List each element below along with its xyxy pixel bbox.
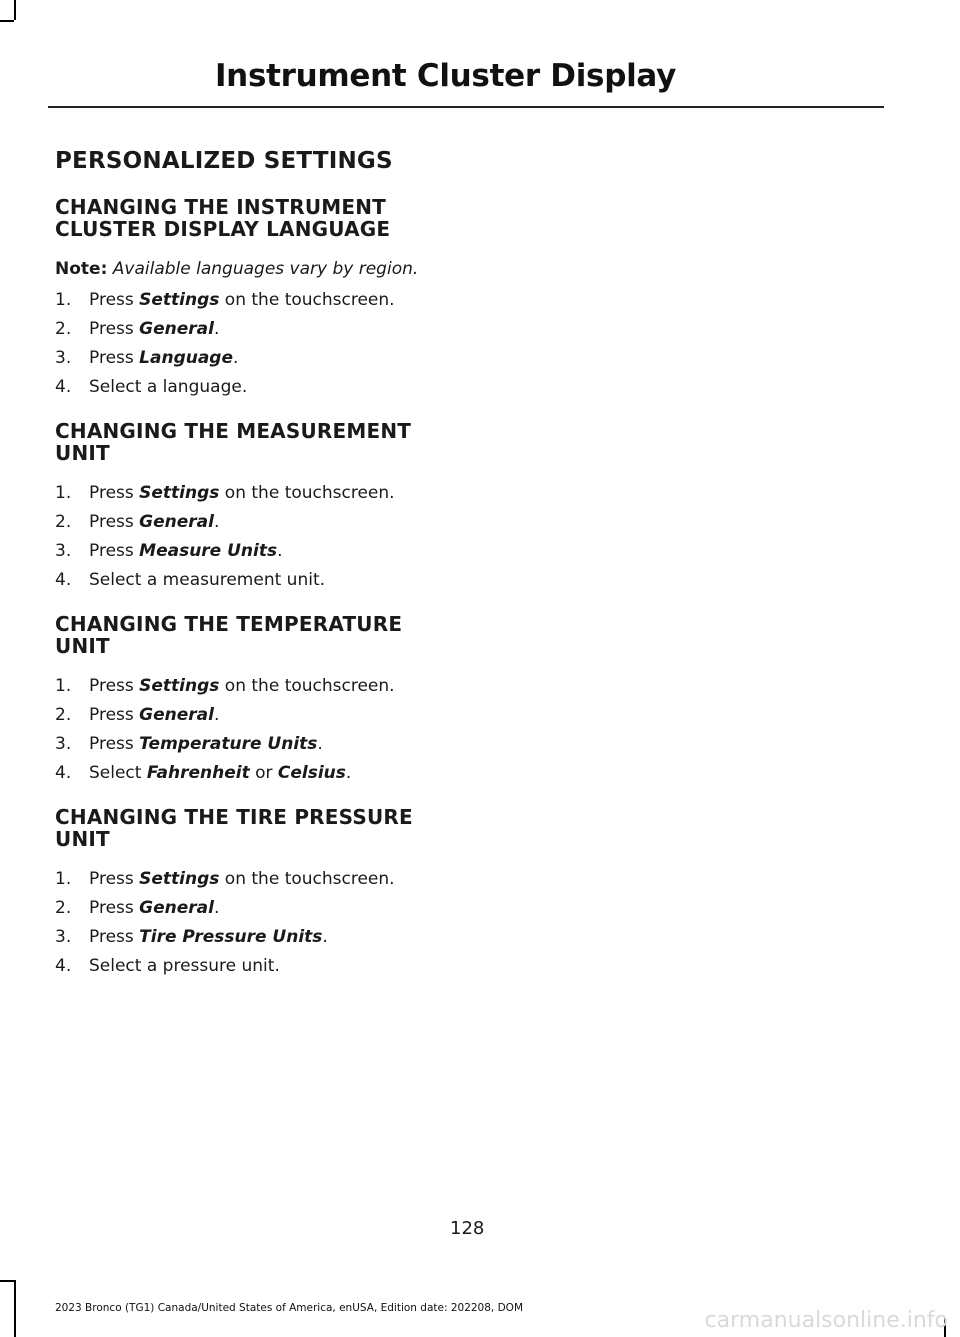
step-text: Select <box>89 763 147 783</box>
page-content <box>55 148 475 999</box>
step-keyword: General <box>139 898 214 918</box>
step-text: Press <box>89 898 140 918</box>
step-number: 1. <box>55 483 72 503</box>
step-text: . <box>322 927 328 947</box>
step-text: on the touchscreen. <box>219 290 395 310</box>
step-text: Select a measurement unit. <box>89 570 326 590</box>
crop-mark-top-left <box>0 20 14 22</box>
crop-mark-bottom-left <box>14 1280 16 1337</box>
list-item <box>55 955 475 977</box>
list-item <box>55 347 475 369</box>
step-text: Select a pressure unit. <box>89 956 280 976</box>
step-number: 3. <box>55 541 72 561</box>
watermark: carmanualsonline.info <box>704 1308 948 1333</box>
step-keyword: Celsius <box>277 763 346 783</box>
step-text: Press <box>89 869 140 889</box>
step-text: Press <box>89 512 140 532</box>
step-text: Select a language. <box>89 377 248 397</box>
list-item <box>55 704 475 726</box>
note-text: Available languages vary by region. <box>112 259 419 279</box>
subsection-heading-tire-pressure <box>55 806 455 850</box>
step-number: 3. <box>55 927 72 947</box>
step-text: Press <box>89 927 140 947</box>
step-keyword: Settings <box>139 676 220 696</box>
step-keyword: General <box>139 319 214 339</box>
step-text: . <box>213 512 220 532</box>
step-keyword: General <box>139 512 214 532</box>
step-number: 3. <box>55 348 72 368</box>
step-keyword: Measure Units <box>139 541 278 561</box>
step-number: 4. <box>55 763 72 783</box>
step-keyword: Tire Pressure Units <box>139 927 323 947</box>
steps-list-measurement <box>55 482 475 591</box>
header-rule <box>48 106 884 108</box>
note <box>55 258 475 280</box>
step-text: or <box>249 763 278 783</box>
step-number: 1. <box>55 676 72 696</box>
step-text: Press <box>89 676 140 696</box>
list-item <box>55 318 475 340</box>
crop-mark-top-left <box>14 0 16 20</box>
step-number: 1. <box>55 290 72 310</box>
step-text: Press <box>89 734 140 754</box>
subsection-heading-measurement <box>55 420 455 464</box>
list-item <box>55 289 475 311</box>
page-number: 128 <box>450 1218 485 1239</box>
list-item <box>55 897 475 919</box>
steps-list-tire-pressure <box>55 868 475 977</box>
step-keyword: Settings <box>139 290 220 310</box>
steps-list-temperature <box>55 675 475 784</box>
step-text: Press <box>89 541 140 561</box>
subsection-heading-language <box>55 196 455 240</box>
heading-line: CHANGING THE TEMPERATURE <box>55 612 403 636</box>
list-item <box>55 569 475 591</box>
running-header: Instrument Cluster Display <box>214 58 676 94</box>
list-item <box>55 733 475 755</box>
edition-footer: 2023 Bronco (TG1) Canada/United States of America, enUSA, Edition date: 202208, DOM <box>55 1302 524 1314</box>
step-number: 2. <box>55 705 72 725</box>
step-number: 4. <box>55 377 72 397</box>
list-item <box>55 376 475 398</box>
step-text: . <box>345 763 352 783</box>
list-item <box>55 675 475 697</box>
step-text: . <box>233 348 239 368</box>
step-keyword: Language <box>139 348 234 368</box>
step-keyword: Settings <box>139 869 220 889</box>
list-item <box>55 511 475 533</box>
heading-line: UNIT <box>55 441 110 465</box>
step-text: Press <box>89 319 140 339</box>
steps-list-language <box>55 289 475 398</box>
heading-line: CHANGING THE TIRE PRESSURE <box>55 805 413 829</box>
step-text: on the touchscreen. <box>219 483 395 503</box>
step-number: 4. <box>55 956 72 976</box>
crop-mark-bottom-left <box>0 1280 16 1282</box>
step-text: Press <box>89 290 140 310</box>
heading-line: CLUSTER DISPLAY LANGUAGE <box>55 217 391 241</box>
heading-line: UNIT <box>55 634 110 658</box>
list-item <box>55 762 475 784</box>
step-number: 2. <box>55 898 72 918</box>
step-keyword: Settings <box>139 483 220 503</box>
step-text: on the touchscreen. <box>219 869 395 889</box>
section-title: PERSONALIZED SETTINGS <box>55 148 393 174</box>
step-number: 3. <box>55 734 72 754</box>
step-number: 1. <box>55 869 72 889</box>
step-number: 4. <box>55 570 72 590</box>
note-label: Note: <box>55 259 108 279</box>
step-keyword: Temperature Units <box>139 734 318 754</box>
list-item <box>55 540 475 562</box>
step-text: . <box>277 541 283 561</box>
step-text: . <box>213 705 220 725</box>
step-text: on the touchscreen. <box>219 676 395 696</box>
step-text: Press <box>89 705 140 725</box>
subsection-heading-temperature <box>55 613 455 657</box>
step-number: 2. <box>55 512 72 532</box>
step-text: Press <box>89 348 140 368</box>
list-item <box>55 868 475 890</box>
step-text: . <box>317 734 323 754</box>
step-number: 2. <box>55 319 72 339</box>
step-keyword: Fahrenheit <box>146 763 250 783</box>
list-item <box>55 926 475 948</box>
step-text: Press <box>89 483 140 503</box>
step-text: . <box>213 898 220 918</box>
heading-line: CHANGING THE INSTRUMENT <box>55 195 387 219</box>
list-item <box>55 482 475 504</box>
step-text: . <box>213 319 220 339</box>
heading-line: UNIT <box>55 827 110 851</box>
heading-line: CHANGING THE MEASUREMENT <box>55 419 412 443</box>
step-keyword: General <box>139 705 214 725</box>
